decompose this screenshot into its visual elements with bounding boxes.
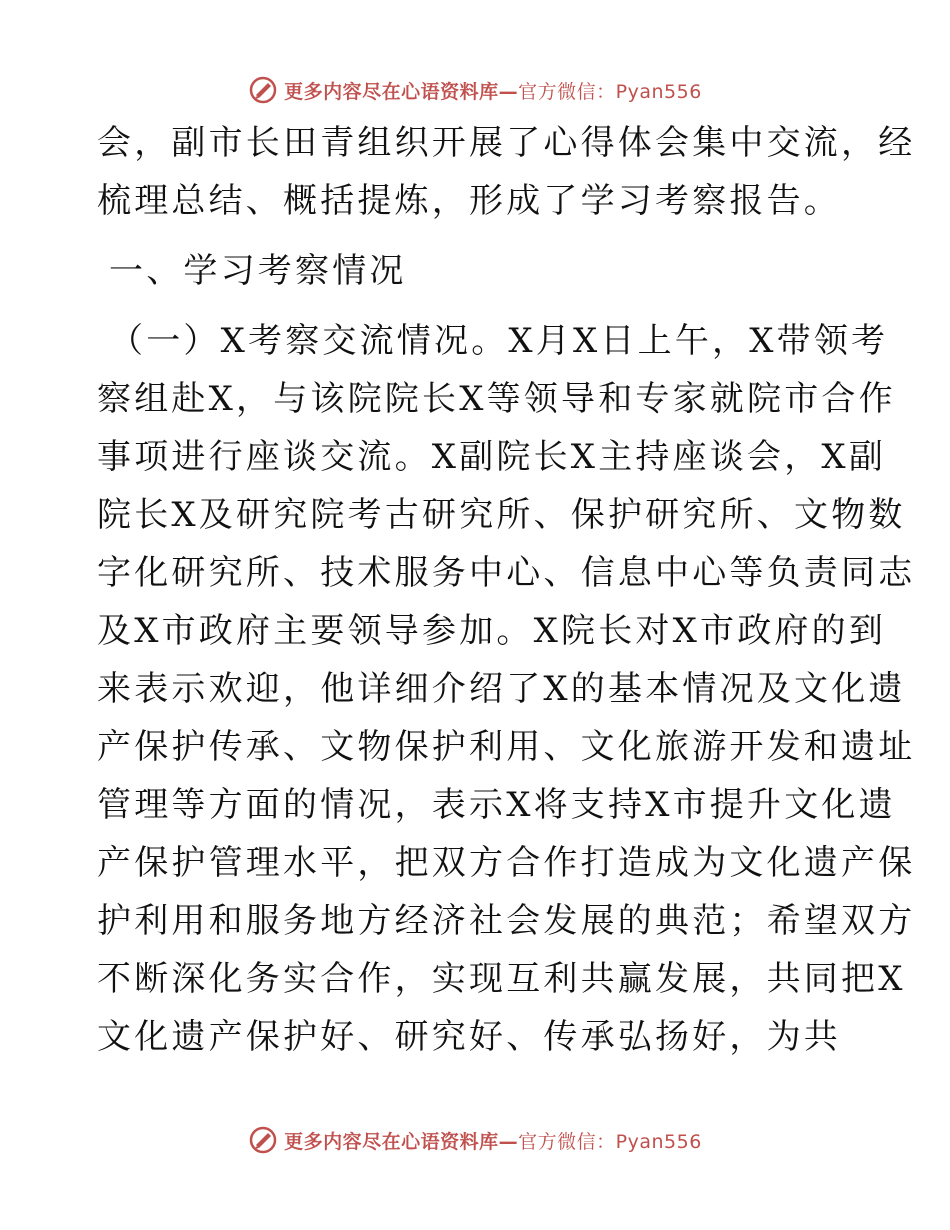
brand-logo-icon	[248, 75, 278, 105]
text-line: 产保护管理水平，把双方合作打造成为文化遗产保	[97, 843, 916, 883]
footer-watermark-wechat: 官方微信：Pyan556	[518, 1130, 702, 1153]
text-line: 文化遗产保护好、研究好、传承弘扬好，为共	[97, 1017, 841, 1057]
paragraph-section-1	[97, 312, 916, 1066]
text-line: 来表示欢迎，他详细介绍了X的基本情况及文化遗	[97, 669, 906, 709]
text-line: 院长X及研究院考古研究所、保护研究所、文物数	[97, 495, 906, 535]
text-line: （一）X考察交流情况。X月X日上午，X带领考	[109, 321, 889, 361]
footer-watermark-text	[284, 1127, 702, 1154]
section-heading: 一、学习考察情况	[109, 251, 407, 291]
header-watermark-banner	[0, 70, 950, 110]
footer-watermark-banner	[0, 1120, 950, 1160]
header-watermark-wechat: 官方微信：Pyan556	[518, 80, 702, 103]
text-line: 会，副市长田青组织开展了心得体会集中交流，经	[97, 123, 916, 163]
footer-watermark-title: 更多内容尽在心语资料库—	[284, 1130, 519, 1153]
text-line: 察组赴X，与该院院长X等领导和专家就院市合作	[97, 379, 896, 419]
text-line: 及X市政府主要领导参加。X院长对X市政府的到	[97, 611, 887, 651]
text-line: 不断深化务实合作，实现互利共赢发展，共同把X	[97, 959, 906, 999]
text-line: 护利用和服务地方经济社会发展的典范；希望双方	[97, 901, 916, 941]
header-watermark-title: 更多内容尽在心语资料库—	[284, 80, 519, 103]
text-line: 字化研究所、技术服务中心、信息中心等负责同志	[97, 553, 916, 593]
text-line: 梳理总结、概括提炼，形成了学习考察报告。	[97, 181, 841, 221]
text-line: 事项进行座谈交流。X副院长X主持座谈会，X副	[97, 437, 887, 477]
document-body	[97, 114, 916, 1066]
text-line: 管理等方面的情况，表示X将支持X市提升文化遗	[97, 785, 896, 825]
header-watermark-text	[284, 77, 702, 104]
brand-logo-icon	[248, 1125, 278, 1155]
text-line: 产保护传承、文物保护利用、文化旅游开发和遗址	[97, 727, 916, 767]
paragraph-continued	[97, 114, 916, 230]
